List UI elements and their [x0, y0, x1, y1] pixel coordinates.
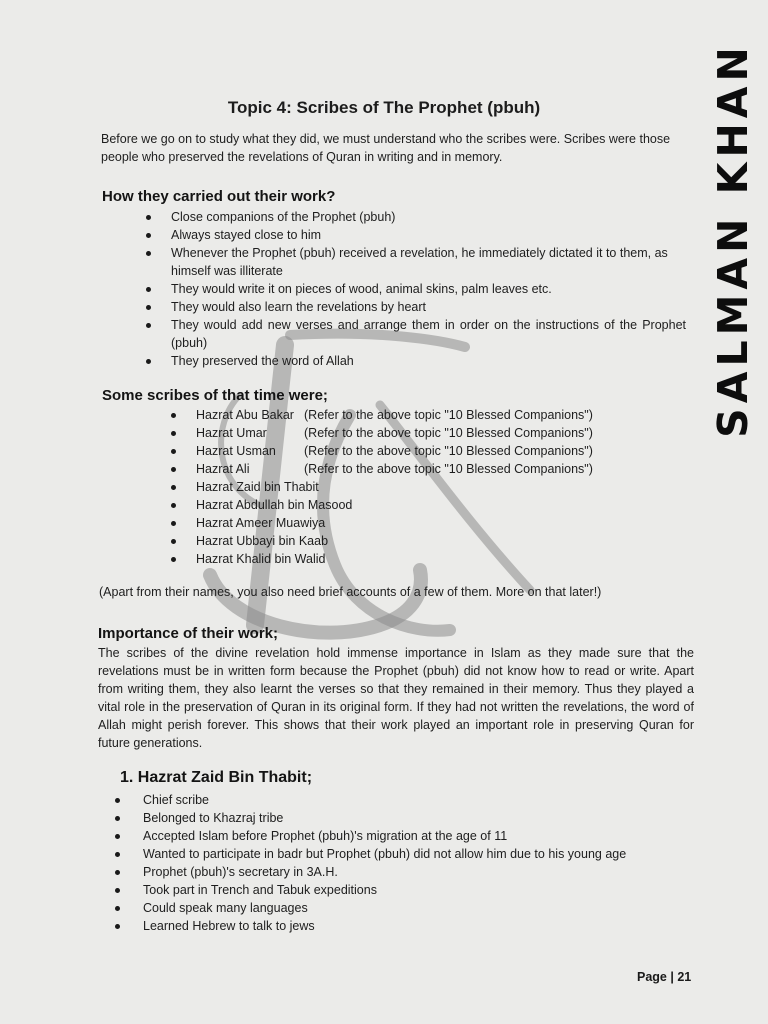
- list-item: Could speak many languages: [115, 899, 695, 917]
- list-item: Always stayed close to him: [146, 226, 686, 244]
- bullet-icon: [171, 449, 176, 454]
- list-item: Hazrat Ubbayi bin Kaab: [171, 532, 671, 550]
- page-number: Page | 21: [637, 970, 692, 984]
- scribes-note: (Apart from their names, you also need brief accounts of a few of them. More on that later!): [99, 585, 602, 599]
- bullet-icon: [171, 431, 176, 436]
- bullet-icon: [115, 834, 120, 839]
- bullet-icon: [171, 521, 176, 526]
- page-title: Topic 4: Scribes of The Prophet (pbuh): [227, 98, 541, 117]
- list-item: Wanted to participate in badr but Prophet (pbuh) did not allow him due to his young age: [115, 845, 695, 863]
- bullet-icon: [171, 467, 176, 472]
- list-item: They would add new verses and arrange them in order on the instructions of the Prophet (pbuh): [146, 316, 686, 352]
- bullet-icon: [146, 215, 151, 220]
- list-item: Hazrat Abdullah bin Masood: [171, 496, 671, 514]
- bullet-icon: [146, 305, 151, 310]
- bullet-icon: [115, 888, 120, 893]
- bullet-icon: [115, 870, 120, 875]
- list-item: Accepted Islam before Prophet (pbuh)'s migration at the age of 11: [115, 827, 695, 845]
- bullet-icon: [146, 233, 151, 238]
- bullet-icon: [146, 251, 151, 256]
- list-item: Hazrat Umar (Refer to the above topic "10 Blessed Companions"): [171, 424, 671, 442]
- list-item: Chief scribe: [115, 791, 695, 809]
- list-item: Hazrat Abu Bakar (Refer to the above topic "10 Blessed Companions"): [171, 406, 671, 424]
- bullet-icon: [171, 539, 176, 544]
- list-item: Hazrat Usman (Refer to the above topic "10 Blessed Companions"): [171, 442, 671, 460]
- section-heading-work: How they carried out their work?: [102, 188, 336, 205]
- list-item: Hazrat Ameer Muawiya: [171, 514, 671, 532]
- bullet-icon: [171, 557, 176, 562]
- zaid-list: [115, 791, 695, 935]
- list-item: They would write it on pieces of wood, animal skins, palm leaves etc.: [146, 280, 686, 298]
- list-item: Took part in Trench and Tabuk expeditions: [115, 881, 695, 899]
- bullet-icon: [115, 798, 120, 803]
- bullet-icon: [146, 359, 151, 364]
- bullet-icon: [146, 287, 151, 292]
- bullet-icon: [115, 816, 120, 821]
- section-heading-scribes: Some scribes of that time were;: [102, 387, 328, 404]
- list-item: Close companions of the Prophet (pbuh): [146, 208, 686, 226]
- list-item: They would also learn the revelations by heart: [146, 298, 686, 316]
- list-item: Learned Hebrew to talk to jews: [115, 917, 695, 935]
- list-item: They preserved the word of Allah: [146, 352, 686, 370]
- importance-paragraph: The scribes of the divine revelation hold immense importance in Islam as they made sure that the revelations must be in written form because the Prophet (pbuh) did not know how to read or write. Apart from writing them, they also learnt the verses so that they remained in their memory. Thus they played a vital role in the preservation of Quran in its original form. If they had not written the revelations, the word of Allah might perish forever. This shows that their work played an important role in preserving Quran for future generations.: [98, 646, 694, 750]
- section-heading-importance: Importance of their work;: [98, 625, 279, 642]
- work-list: [146, 208, 686, 370]
- scribes-list: [171, 406, 671, 568]
- list-item: Belonged to Khazraj tribe: [115, 809, 695, 827]
- side-brand-text: SALMAN KHAN: [709, 42, 758, 438]
- list-item: Whenever the Prophet (pbuh) received a revelation, he immediately dictated it to them, as himself was illiterate: [146, 244, 686, 280]
- list-item: Hazrat Zaid bin Thabit: [171, 478, 671, 496]
- list-item: Prophet (pbuh)'s secretary in 3A.H.: [115, 863, 695, 881]
- bullet-icon: [115, 924, 120, 929]
- intro-paragraph: Before we go on to study what they did, we must understand who the scribes were. Scribes were those people who preserved the revelations of Quran in writing and in memory.: [101, 132, 671, 164]
- bullet-icon: [115, 906, 120, 911]
- bullet-icon: [115, 852, 120, 857]
- bullet-icon: [171, 503, 176, 508]
- bullet-icon: [146, 323, 151, 328]
- bullet-icon: [171, 413, 176, 418]
- list-item: Hazrat Khalid bin Walid: [171, 550, 671, 568]
- bullet-icon: [171, 485, 176, 490]
- list-item: Hazrat Ali (Refer to the above topic "10 Blessed Companions"): [171, 460, 671, 478]
- section-heading-zaid: 1. Hazrat Zaid Bin Thabit;: [120, 769, 313, 786]
